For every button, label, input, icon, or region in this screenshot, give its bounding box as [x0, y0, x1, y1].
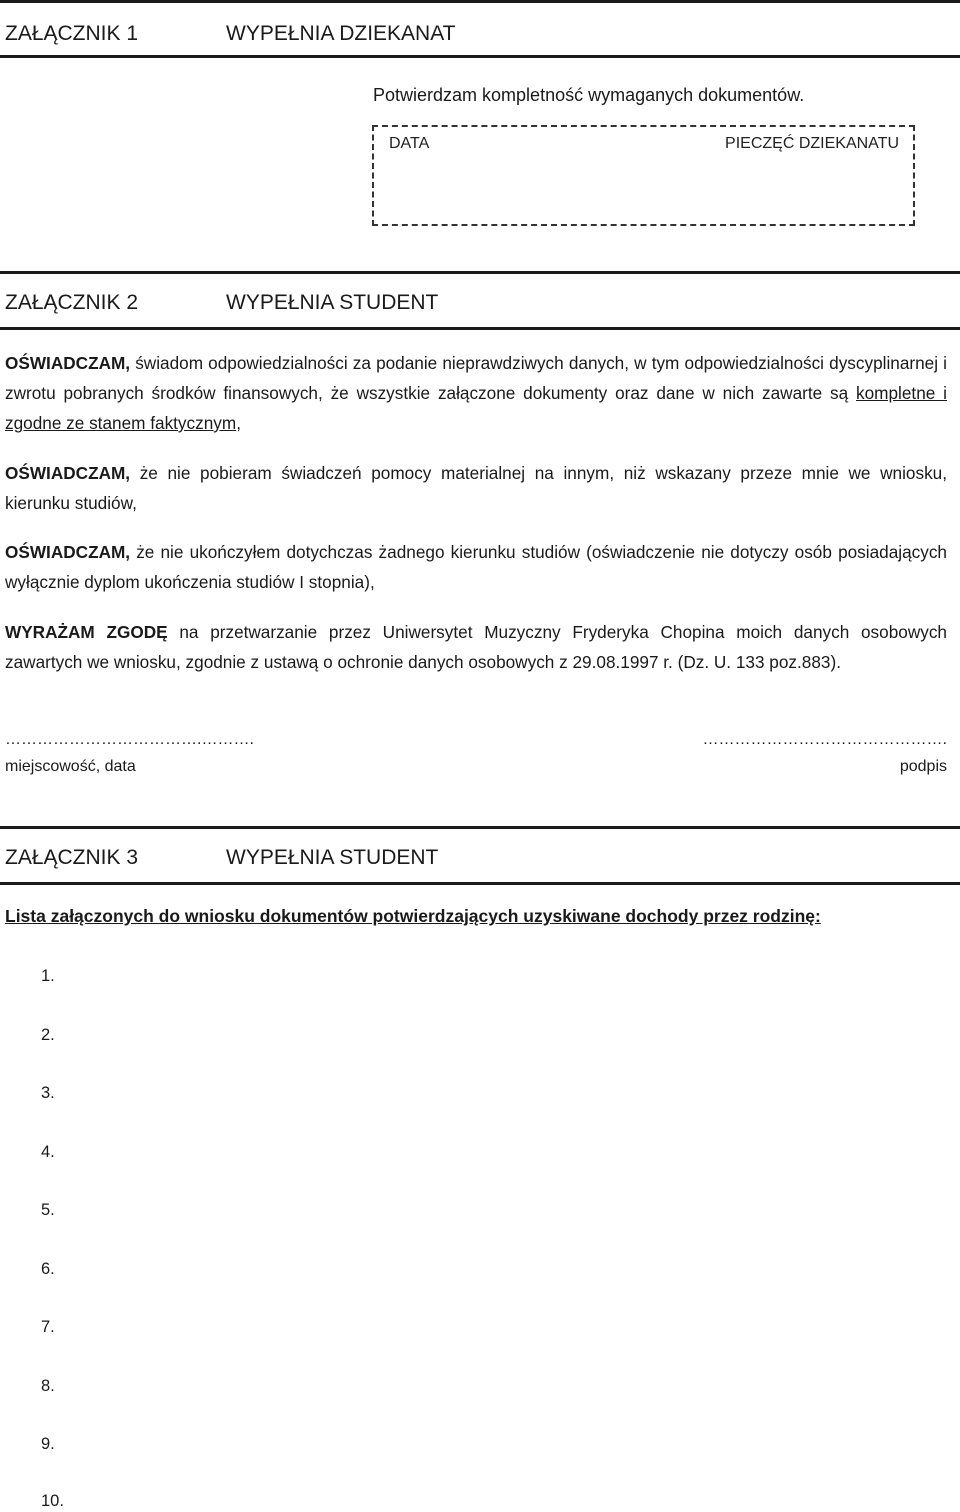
list-item: 3. [41, 1084, 55, 1102]
declaration-1-text: świadom odpowiedzialności za podanie nieprawdziwych danych, w tym odpowiedzialności dyscyplinarnej i zwrotu pobranych środków finansowych, że wszystkie załączone dokumenty oraz dane w nich zawarte są [5, 353, 947, 403]
consent-paragraph [5, 617, 947, 677]
confirm-text: Potwierdzam kompletność wymaganych dokumentów. [373, 85, 805, 105]
list-item: 5. [41, 1201, 55, 1219]
list-item: 4. [41, 1143, 55, 1161]
documents-list-title: Lista załączonych do wniosku dokumentów potwierdzających uzyskiwane dochody przez rodzinę: [5, 906, 821, 926]
dean-stamp-box [372, 125, 915, 226]
zal2-label: ZAŁĄCZNIK 2 [5, 291, 139, 314]
zal3-divider [0, 882, 960, 885]
list-item: 1. [41, 967, 55, 985]
zal2-top-divider [0, 271, 960, 274]
declaration-paragraph-2 [5, 458, 947, 518]
box-date-label: DATA [389, 135, 430, 152]
top-divider [0, 0, 960, 3]
list-item: 8. [41, 1377, 55, 1395]
consent-text: na przetwarzanie przez Uniwersytet Muzyczny Fryderyka Chopina moich danych osobowych zawartych we wniosku, zgodnie z ustawą o ochronie danych osobowych z 29.08.1997 r. (Dz. U. 133 poz.883). [5, 622, 947, 672]
declaration-3-text: że nie ukończyłem dotychczas żadnego kierunku studiów (oświadczenie nie dotyczy osób posiadających wyłącznie dyplom ukończenia studiów I stopnia), [5, 542, 947, 592]
declaration-1-bold: OŚWIADCZAM, [5, 353, 131, 373]
declaration-1-underlined: kompletne i zgodne ze stanem faktycznym [5, 383, 947, 433]
signature-dots: ………………………………………. [702, 731, 947, 748]
zal1-label: ZAŁĄCZNIK 1 [5, 22, 139, 45]
list-item: 7. [41, 1318, 55, 1336]
declaration-3-bold: OŚWIADCZAM, [5, 542, 131, 562]
zal3-top-divider [0, 826, 960, 829]
list-item: 2. [41, 1026, 55, 1044]
zal3-label: ZAŁĄCZNIK 3 [5, 846, 139, 869]
zal2-filled-by: WYPEŁNIA STUDENT [226, 291, 439, 314]
list-item: 10. [41, 1492, 64, 1510]
zal3-filled-by: WYPEŁNIA STUDENT [226, 846, 439, 869]
declaration-paragraph-3 [5, 537, 947, 597]
declaration-2-text: że nie pobieram świadczeń pomocy materialnej na innym, niż wskazany przeze mnie we wniosku, kierunku studiów, [5, 463, 947, 513]
declaration-2-bold: OŚWIADCZAM, [5, 463, 131, 483]
zal1-filled-by: WYPEŁNIA DZIEKANAT [226, 22, 456, 45]
consent-bold: WYRAŻAM ZGODĘ [5, 622, 168, 642]
list-item: 6. [41, 1260, 55, 1278]
declaration-1-end: , [236, 413, 241, 433]
place-date-label: miejscowość, data [5, 758, 136, 775]
place-date-dots: ……………………………….………. [5, 731, 254, 748]
signature-label: podpis [899, 758, 947, 775]
zal2-divider [0, 327, 960, 330]
declaration-paragraph-1 [5, 348, 947, 438]
box-stamp-label: PIECZĘĆ DZIEKANATU [725, 135, 899, 152]
list-item: 9. [41, 1435, 55, 1453]
zal1-divider [0, 55, 960, 58]
